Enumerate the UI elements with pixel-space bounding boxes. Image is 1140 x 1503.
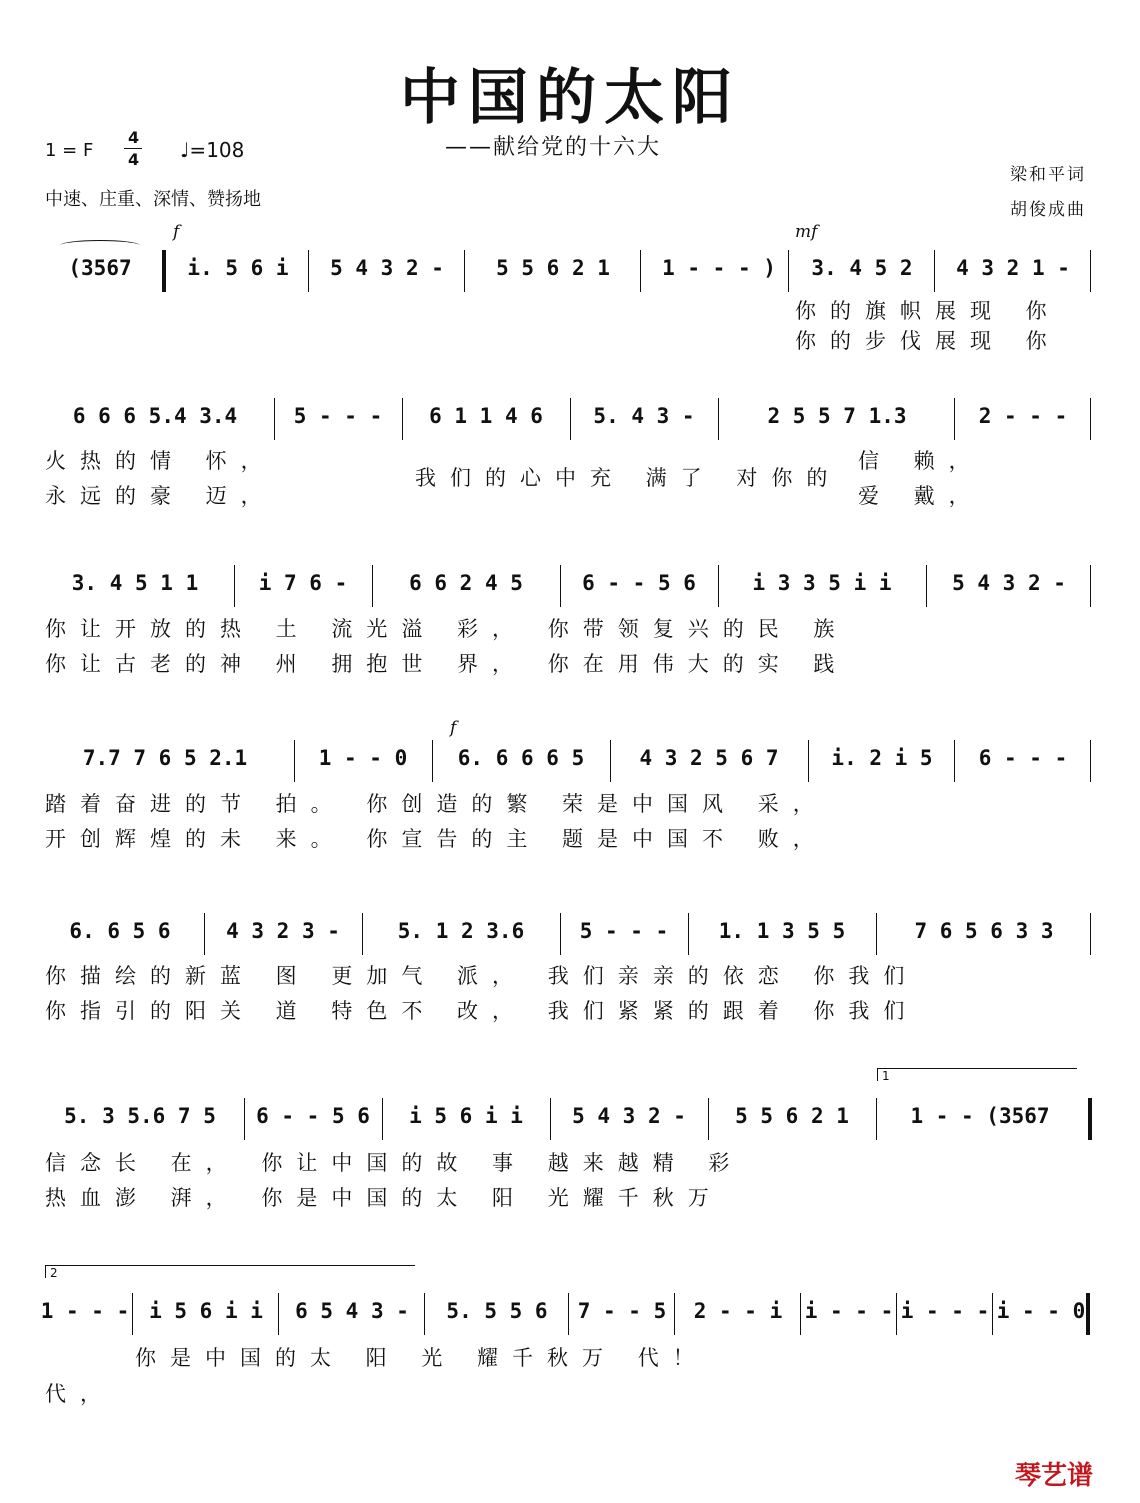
second-ending-bracket: 2 xyxy=(45,1265,415,1278)
note-group: 2 - - i xyxy=(693,1299,783,1323)
note-group: 5 5 6 2 1 xyxy=(735,1104,849,1128)
note-group: 6. 6 6 6 5 xyxy=(457,746,585,770)
lyric-line-2: 永远的豪 迈， xyxy=(45,484,276,508)
note-group: 2 - - - xyxy=(978,404,1068,428)
composer-credit: 胡俊成曲 xyxy=(1010,200,1086,220)
notes-row-5 xyxy=(40,919,1092,949)
note-group: 1. 1 3 5 5 xyxy=(718,919,846,943)
note-group: 6 - - - xyxy=(978,746,1068,770)
note-group: i - - 0 xyxy=(996,1299,1086,1323)
notes-row-2 xyxy=(40,404,1092,434)
note-group: i 5 6 i i xyxy=(149,1299,263,1323)
note-group: 7 6 5 6 3 3 xyxy=(914,919,1054,943)
note-group: 1 - - (3567 xyxy=(910,1104,1050,1128)
barline xyxy=(876,913,877,955)
barline xyxy=(708,1098,709,1140)
barline xyxy=(808,740,809,782)
barline xyxy=(424,1293,425,1335)
song-title: 中国的太阳 xyxy=(400,63,740,133)
note-group: 6 - - 5 6 xyxy=(582,571,696,595)
barline xyxy=(610,740,611,782)
barline xyxy=(876,1098,877,1140)
note-group: 5 - - - xyxy=(579,919,669,943)
barline xyxy=(1090,398,1091,440)
staff-row-1 xyxy=(40,250,1092,292)
staff-row-4 xyxy=(40,740,1092,782)
note-group: 5 4 3 2 - xyxy=(952,571,1066,595)
repeat-barline xyxy=(162,250,166,292)
time-signature-top: 4 xyxy=(128,128,140,147)
barline xyxy=(718,398,719,440)
note-group: 2 5 5 7 1.3 xyxy=(767,404,907,428)
barline xyxy=(688,913,689,955)
expression-marking: 中速、庄重、深情、赞扬地 xyxy=(45,189,261,210)
note-group: 1 - - - xyxy=(40,1299,130,1323)
dynamic-forte: f xyxy=(450,718,457,738)
lyric-line-2: 你的步伐展现 你 xyxy=(795,329,1061,353)
barline xyxy=(954,398,955,440)
staff-row-3 xyxy=(40,565,1092,607)
barline xyxy=(788,250,789,292)
barline xyxy=(1090,740,1091,782)
notes-row-6 xyxy=(40,1104,1092,1134)
lyric-line-1: 火热的情 怀， xyxy=(45,449,276,473)
note-group: 6 1 1 4 6 xyxy=(429,404,543,428)
barline xyxy=(1090,913,1091,955)
staff-row-5 xyxy=(40,913,1092,955)
lyric-line-1-end: 信 赖， xyxy=(858,449,984,473)
barline xyxy=(402,398,403,440)
note-group: 6 6 6 5.4 3.4 xyxy=(72,404,238,428)
barline xyxy=(800,1293,801,1335)
lyric-line-1: 你描绘的新蓝 图 更加气 派， 我们亲亲的依恋 你我们 xyxy=(45,964,919,988)
lyric-line-1: 你是中国的太 阳 光 耀千秋万 代！ xyxy=(135,1346,708,1370)
barline xyxy=(954,740,955,782)
staff-row-6 xyxy=(40,1098,1092,1140)
lyric-line-1: 信念长 在， 你让中国的故 事 越来越精 彩 xyxy=(45,1151,744,1175)
note-group: i. 2 i 5 xyxy=(831,746,933,770)
barline xyxy=(244,1098,245,1140)
note-group: 1 - - 0 xyxy=(318,746,408,770)
barline xyxy=(294,740,295,782)
note-group: i 3 3 5 i i xyxy=(752,571,892,595)
note-group: i 7 6 - xyxy=(258,571,348,595)
lyric-line-2: 你指引的阳关 道 特色不 改， 我们紧紧的跟着 你我们 xyxy=(45,999,919,1023)
key-signature: 1 = F xyxy=(45,140,94,161)
note-group: i - - - xyxy=(804,1299,894,1323)
barline xyxy=(674,1293,675,1335)
note-group: 6 - - 5 6 xyxy=(256,1104,370,1128)
barline xyxy=(560,565,561,607)
dynamic-forte: f xyxy=(173,222,180,242)
lyric-line-shared: 我们的心中充 满了 对你的 xyxy=(415,466,842,490)
lyric-line-2: 代， xyxy=(45,1382,115,1406)
note-group: 5. 5 5 6 xyxy=(446,1299,548,1323)
note-group: 4 3 2 3 - xyxy=(226,919,340,943)
final-barline xyxy=(1086,1293,1090,1335)
note-group: 5. 4 3 - xyxy=(593,404,695,428)
time-signature-bottom: 4 xyxy=(128,150,140,169)
note-group: 3. 4 5 2 xyxy=(811,256,913,280)
note-group: i 5 6 i i xyxy=(409,1104,523,1128)
barline xyxy=(278,1293,279,1335)
notes-row-4 xyxy=(40,746,1092,776)
barline xyxy=(560,913,561,955)
barline xyxy=(234,565,235,607)
note-group: 5. 3 5.6 7 5 xyxy=(64,1104,216,1128)
note-group: 6 6 2 4 5 xyxy=(409,571,523,595)
notes-row-7 xyxy=(40,1299,1092,1329)
note-group: 7 - - 5 xyxy=(577,1299,667,1323)
barline xyxy=(570,398,571,440)
song-subtitle: ——献给党的十六大 xyxy=(445,135,662,160)
first-ending-bracket: 1 xyxy=(877,1068,1077,1081)
barline xyxy=(362,913,363,955)
barline xyxy=(132,1293,133,1335)
tempo-marking: ♩=108 xyxy=(180,138,245,162)
repeat-barline xyxy=(1088,1098,1092,1140)
lyric-line-2: 你让古老的神 州 拥抱世 界， 你在用伟大的实 践 xyxy=(45,652,849,676)
note-group: i - - - xyxy=(900,1299,990,1323)
note-group: 4 3 2 1 - xyxy=(956,256,1070,280)
barline xyxy=(568,1293,569,1335)
publisher-logo: 琴艺谱 xyxy=(1015,1461,1094,1491)
note-group: 5 4 3 2 - xyxy=(572,1104,686,1128)
barline xyxy=(1090,565,1091,607)
barline xyxy=(550,1098,551,1140)
note-group: 5 5 6 2 1 xyxy=(496,256,610,280)
note-group: 5 4 3 2 - xyxy=(330,256,444,280)
barline xyxy=(718,565,719,607)
lyric-line-1: 你的旗帜展现 你 xyxy=(795,299,1061,323)
staff-row-7 xyxy=(40,1293,1092,1335)
note-group: i. 5 6 i xyxy=(187,256,289,280)
note-group: 7.7 7 6 5 2.1 xyxy=(82,746,248,770)
barline xyxy=(274,398,275,440)
notes-row-3 xyxy=(40,571,1092,601)
note-group: 3. 4 5 1 1 xyxy=(71,571,199,595)
barline xyxy=(640,250,641,292)
barline xyxy=(372,565,373,607)
dynamic-mezzo-forte: mf xyxy=(795,222,818,242)
note-group: 1 - - - ) xyxy=(662,256,776,280)
note-group: 4 3 2 5 6 7 xyxy=(639,746,779,770)
barline xyxy=(992,1293,993,1335)
note-group: 5. 1 2 3.6 xyxy=(397,919,525,943)
barline xyxy=(464,250,465,292)
lyric-line-2: 热血澎 湃， 你是中国的太 阳 光耀千秋万 xyxy=(45,1186,723,1210)
barline xyxy=(934,250,935,292)
lyric-line-1: 你让开放的热 土 流光溢 彩， 你带领复兴的民 族 xyxy=(45,617,849,641)
note-group: (3567 xyxy=(68,256,132,280)
staff-row-2 xyxy=(40,398,1092,440)
barline xyxy=(432,740,433,782)
slur-mark xyxy=(60,240,140,251)
time-signature-line xyxy=(124,148,142,149)
lyric-line-1: 踏着奋进的节 拍。 你创造的繁 荣是中国风 采， xyxy=(45,792,828,816)
barline xyxy=(382,1098,383,1140)
note-group: 6 5 4 3 - xyxy=(295,1299,409,1323)
note-group: 5 - - - xyxy=(293,404,383,428)
barline xyxy=(926,565,927,607)
note-group: 6. 6 5 6 xyxy=(69,919,171,943)
barline xyxy=(308,250,309,292)
lyric-line-2-end: 爱 戴， xyxy=(858,484,984,508)
barline xyxy=(204,913,205,955)
barline xyxy=(896,1293,897,1335)
lyricist-credit: 梁和平词 xyxy=(1010,165,1086,185)
barline xyxy=(1090,250,1091,292)
lyric-line-2: 开创辉煌的未 来。 你宣告的主 题是中国不 败， xyxy=(45,827,828,851)
